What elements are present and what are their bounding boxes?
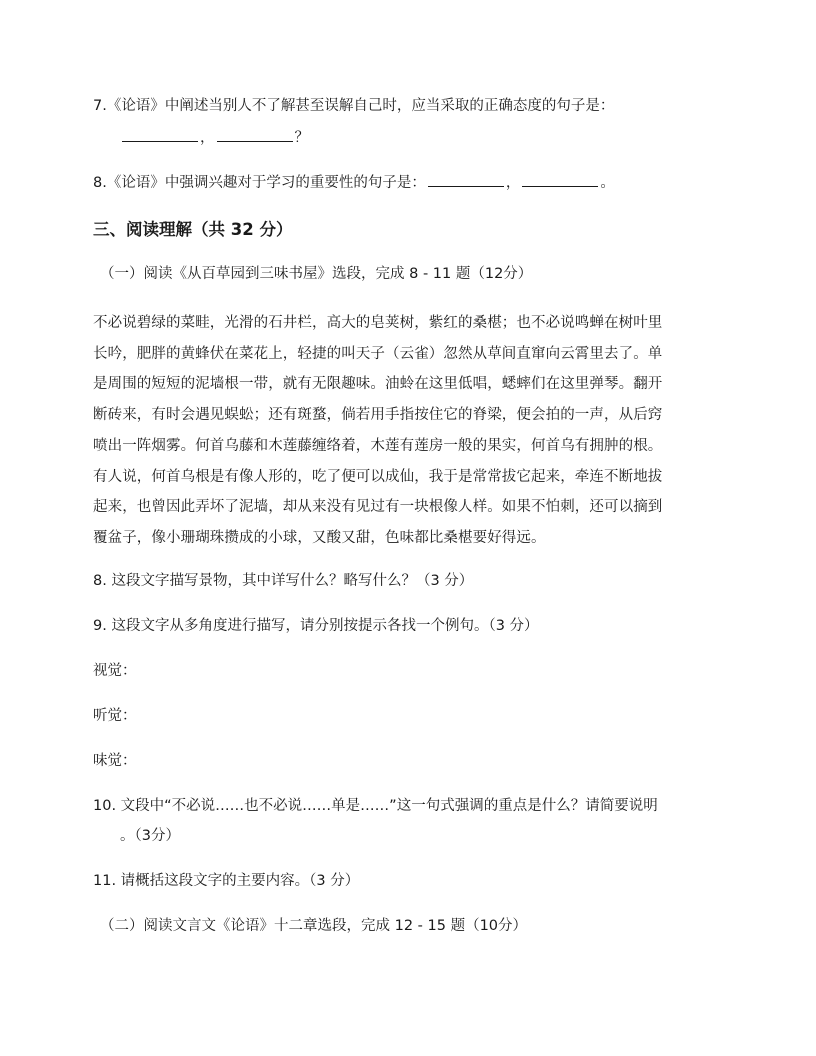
answer-end-mark: 。 bbox=[600, 175, 615, 191]
question-7 bbox=[93, 96, 614, 116]
answer-blank-1[interactable] bbox=[122, 127, 198, 142]
answer-separator: ， bbox=[505, 175, 521, 191]
answer-blank-2[interactable] bbox=[217, 127, 293, 142]
passage-line: 是周围的短短的泥墙根一带，就有无限趣味。油蛉在这里低唱，蟋蟀们在这里弹琴。翻开 bbox=[93, 376, 663, 393]
answer-blank-3[interactable] bbox=[428, 172, 504, 187]
answer-separator: ， bbox=[200, 130, 215, 146]
passage-line: 不必说碧绿的菜畦，光滑的石井栏，高大的皂荚树，紫红的桑椹；也不必说鸣蝉在树叶里 bbox=[93, 315, 663, 331]
visual-prompt: 视觉： bbox=[93, 663, 137, 679]
question-10: 10. 文段中“不必说……也不必说……单是……”这一句式强调的重点是什么？请简要说明 bbox=[93, 798, 658, 814]
passage-line: 有人说，何首乌根是有像人形的，吃了便可以成仙，我于是常常拔它起来，牵连不断地拔 bbox=[93, 468, 663, 485]
passage-line: 断砖来，有时会遇见蜈蚣；还有斑蝥，倘若用手指按住它的脊梁，便会拍的一声，从后窍 bbox=[93, 407, 663, 424]
passage-line: 起来，也曾因此弄坏了泥墙，却从来没有见过有一块根像人样。如果不怕刺，还可以摘到 bbox=[93, 499, 663, 516]
question-10-continuation: 。（3分） bbox=[120, 828, 180, 844]
auditory-prompt: 听觉： bbox=[93, 708, 137, 724]
question-8-reading: 8. 这段文字描写景物，其中详写什么？略写什么？（3 分） bbox=[93, 573, 474, 589]
question-7-answer-line bbox=[120, 127, 309, 148]
question-9: 9. 这段文字从多角度进行描写，请分别按提示各找一个例句。（3 分） bbox=[93, 618, 539, 634]
answer-end-mark: ？ bbox=[294, 130, 309, 146]
question-7-text: 7.《论语》中阐述当别人不了解甚至误解自己时，应当采取的正确态度的句子是： bbox=[93, 98, 615, 114]
question-11: 11. 请概括这段文字的主要内容。（3 分） bbox=[93, 873, 360, 889]
reading-passage bbox=[93, 308, 721, 554]
question-8-poem bbox=[93, 172, 615, 193]
section-3-heading: 三、阅读理解（共 32 分） bbox=[93, 220, 293, 239]
part-1-title: （一）阅读《从百草园到三味书屋》选段，完成 8 - 11 题（12分） bbox=[100, 266, 533, 282]
question-8-text: 8.《论语》中强调兴趣对于学习的重要性的句子是： bbox=[93, 175, 426, 191]
part-2-title: （二）阅读文言文《论语》十二章选段，完成 12 - 15 题（10分） bbox=[100, 918, 528, 934]
passage-line: 长吟，肥胖的黄蜂伏在菜花上，轻捷的叫天子（云雀）忽然从草间直窜向云霄里去了。单 bbox=[93, 345, 663, 362]
passage-line: 覆盆子，像小珊瑚珠攒成的小球，又酸又甜，色味都比桑椹要好得远。 bbox=[93, 529, 546, 546]
passage-line: 喷出一阵烟雾。何首乌藤和木莲藤缠络着，木莲有莲房一般的果实，何首乌有拥肿的根。 bbox=[93, 437, 663, 454]
taste-prompt: 味觉： bbox=[93, 753, 137, 769]
answer-blank-4[interactable] bbox=[522, 172, 598, 187]
